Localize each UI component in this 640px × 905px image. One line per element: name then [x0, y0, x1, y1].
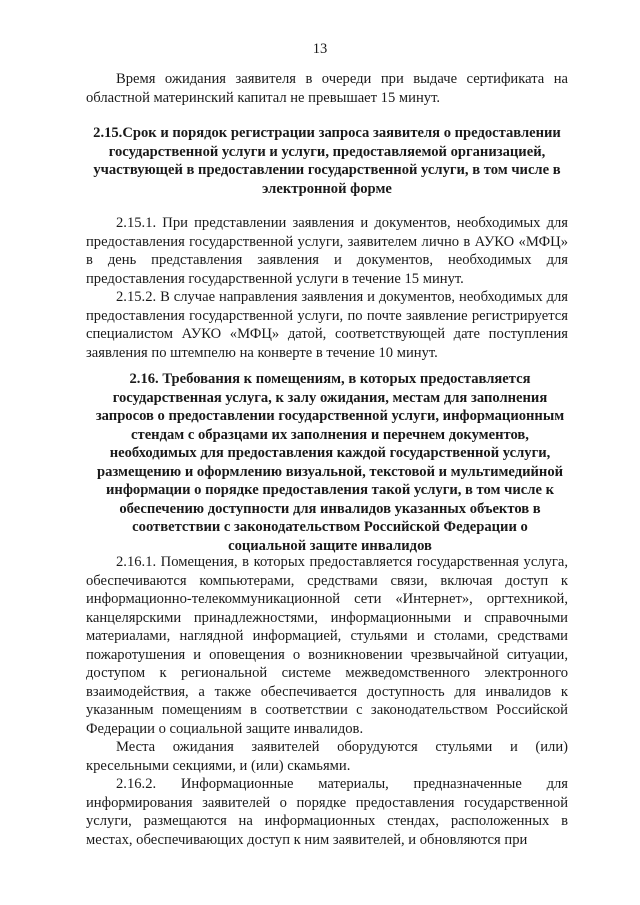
- section-2-16-body: [86, 553, 568, 849]
- intro-paragraph: Время ожидания заявителя в очереди при выдаче сертификата на областной материнский капитал не превышает 15 минут.: [86, 71, 568, 106]
- section-2-15-heading-block: [86, 124, 568, 198]
- page-number: 13: [312, 41, 328, 57]
- section-2-16-heading-block: [92, 370, 568, 555]
- section-2-15-heading: 2.15.Срок и порядок регистрации запроса заявителя о предоставлении государственной услуги и услуги, предоставляемой организацией, участвующей в предоставлении государственной услуги, в том числе в электронной форме: [93, 125, 561, 197]
- intro-block: [86, 70, 568, 107]
- section-2-16-heading: 2.16. Требования к помещениям, в которых предоставляется государственная услуга, к залу ожидания, местам для заполнения запросов о предоставлении государственной услуги, информационным стендам с образцами их заполнения и перечнем документов, необходимых для предоставления каждой государственной услуги, размещению и оформлению визуальной, текстовой и мультимедийной информации о порядке предоставления такой услуги, в том числе к обеспечению доступности для инвалидов указанных объектов в соответствии с законодательством Российской Федерации о социальной защите инвалидов: [95, 371, 565, 554]
- section-2-15-body: [86, 214, 568, 362]
- paragraph-waiting-places: Места ожидания заявителей оборудуются стульями и (или) кресельными секциями, и (или) скамьями.: [86, 739, 568, 774]
- paragraph-2-15-2: 2.15.2. В случае направления заявления и документов, необходимых для предоставления государственной услуги, по почте заявление регистрируется специалистом АУКО «МФЦ» датой, соответствующей дате поступления заявления по штемпелю на конверте в течение 10 минут.: [86, 289, 568, 361]
- paragraph-2-16-1: 2.16.1. Помещения, в которых предоставляется государственная услуга, обеспечиваются компьютерами, средствами связи, включая доступ к информационно-телекоммуникационной сети «Интернет», оргтехникой, канцелярскими принадлежностями, информационными и справочными материалами, наглядной информацией, стульями и столами, средствами пожаротушения и оповещения о возникновении чрезвычайной ситуации, доступом к региональной системе межведомственного электронного взаимодействия, а также обеспечивается доступность для инвалидов к указанным помещениям в соответствии с законодательством Российской Федерации о социальной защите инвалидов.: [86, 554, 568, 737]
- paragraph-2-15-1: 2.15.1. При представлении заявления и документов, необходимых для предоставления государственной услуги, заявителем лично в АУКО «МФЦ» в день представления заявления и документов, необходимых для предоставления государственной услуги в течение 15 минут.: [86, 215, 568, 287]
- paragraph-2-16-2: 2.16.2. Информационные материалы, предназначенные для информирования заявителей о порядке предоставления государственной услуги, размещаются на информационных стендах, расположенных в местах, обеспечивающих доступ к ним заявителей, и обновляются при: [86, 776, 568, 848]
